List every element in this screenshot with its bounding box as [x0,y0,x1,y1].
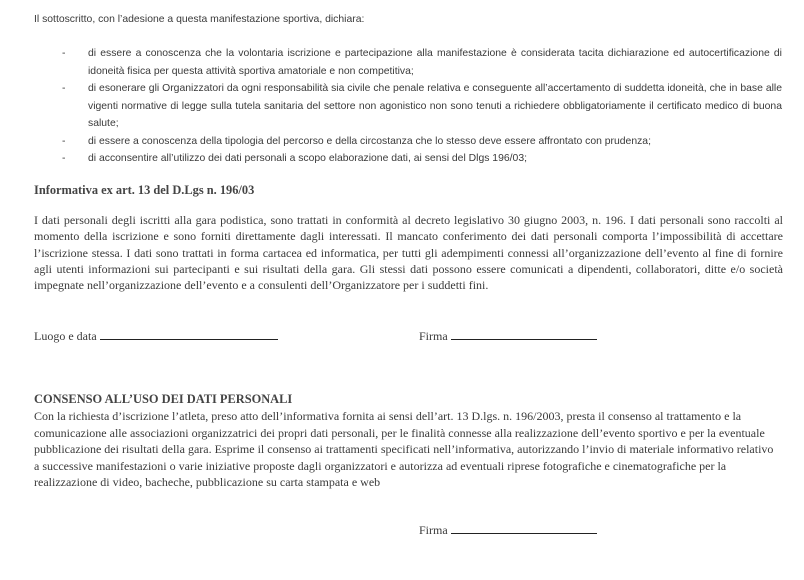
list-dash: - [62,153,66,164]
declarations-list [62,45,782,168]
place-date-field [34,329,278,344]
list-item [62,150,782,168]
consenso-heading: CONSENSO ALL’USO DEI DATI PERSONALI [34,392,293,406]
signature-label: Firma [419,329,448,343]
list-dash: - [62,48,66,59]
signature-field-1 [419,329,597,344]
signature-field-2 [419,523,597,538]
signature-line[interactable] [451,338,597,340]
signature-line[interactable] [451,532,597,534]
list-dash: - [62,135,66,147]
list-item [62,45,782,80]
intro-text: Il sottoscritto, con l’adesione a questa manifestazione sportiva, dichiara: [34,14,365,25]
informativa-body: I dati personali degli iscritti alla gara podistica, sono trattati in conformità al decreto legislativo 30 giugno 2003, n. 196. I dati personali sono raccolti al momento della iscrizione e sono forniti direttamente dagli interessati. Il mancato conferimento dei dati personali comporta l’impossibilità di accettare l’iscrizione stessa. I dati sono trattati in forma cartacea ed informatica, per tutti gli adempimenti connessi all’organizzazione dell’evento al fine di fornire agli utenti informazioni sui partecipanti e sui risultati della gara. Gli stessi dati possono essere comunicati a dipendenti, collaboratori, ditte e/o società impegnate nell’organizzazione dell’evento e a consulenti dell’Organizzatore per i suddetti fini. [34,213,783,293]
list-item [62,80,782,133]
place-date-line[interactable] [100,338,278,340]
consenso-body: Con la richiesta d’iscrizione l’atleta, preso atto dell’informativa fornita ai sensi dell’art. 13 D.lgs. n. 196/2003, presta il consenso al trattamento e la comunicazione alle associazioni organizzatrici dei propri dati personali, per le finalità connesse alla realizzazione dell’evento sportivo e per la eventuale pubblicazione dei risultati della gara. Esprime il consenso ai trattamenti specificati nell’informativa, autorizzando l’invio di materiale informativo relativo a successive manifestazioni o varie iniziative proposte dagli organizzatori e autorizza ad eventuali riprese fotografiche e cinematografiche per la realizzazione di video, bacheche, pubblicazione su carta stampata e web [34,409,774,490]
declaration-text: di esonerare gli Organizzatori da ogni responsabilità sia civile che penale relativa e conseguente all’accertamento di suddetta idoneità, che in base alle vigenti normative di legge sulla tutela sanitaria del settore non agonistico non sono tenuti a richiedere obbligatoriamente il certificato medico di buona salute; [88,83,782,129]
list-dash: - [62,83,66,94]
list-item [62,133,782,151]
declaration-text: di acconsentire all’utilizzo dei dati personali a scopo elaborazione dati, ai sensi del Dlgs 196/03; [88,153,527,164]
informativa-heading: Informativa ex art. 13 del D.Lgs n. 196/03 [34,183,255,197]
declaration-text: di essere a conoscenza che la volontaria iscrizione e partecipazione alla manifestazione è considerata tacita dichiarazione ed autocertificazione di idoneità fisica per questa attività sportiva amatoriale e non competitiva; [88,48,782,77]
place-date-label: Luogo e data [34,329,97,343]
declaration-text: di essere a conoscenza della tipologia del percorso e della circostanza che lo stesso deve essere affrontato con prudenza; [88,135,651,147]
signature-label: Firma [419,523,448,537]
